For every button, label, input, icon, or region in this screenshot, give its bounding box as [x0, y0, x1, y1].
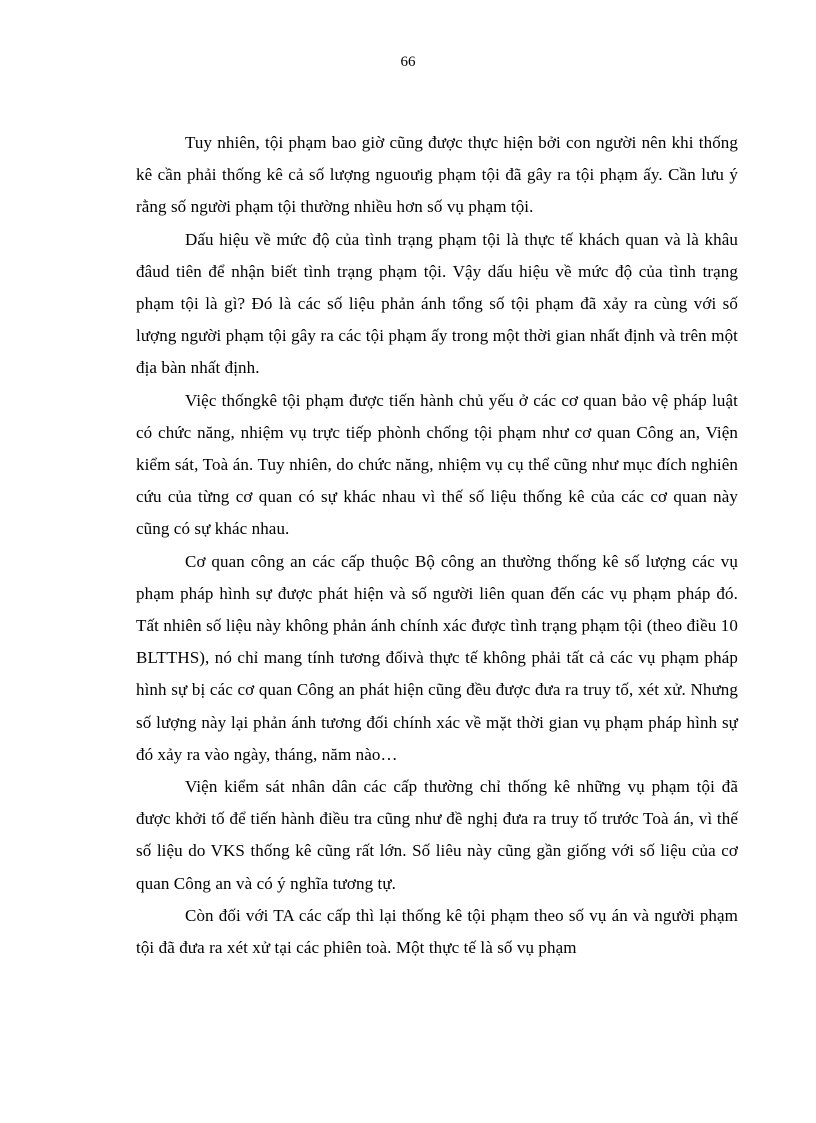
paragraph: Tuy nhiên, tội phạm bao giờ cũng được thực hiện bởi con người nên khi thống kê cần phải thống kê cả số lượng nguoưig phạm tội đã gây ra tội phạm ấy. Cần lưu ý rằng số người phạm tội thường nhiều hơn số vụ phạm tội. [136, 133, 738, 217]
page-number: 66 [400, 54, 416, 70]
paragraph: Dấu hiệu về mức độ của tình trạng phạm tội là thực tế khách quan và là khâu đâud tiên để nhận biết tình trạng phạm tội. Vậy dấu hiệu về mức độ của tình trạng phạm tội là gì? Đó là các số liệu phản ánh tổng số tội phạm đã xảy ra cùng với số lượng người phạm tội gây ra các tội phạm ấy trong một thời gian nhất định và trên một địa bàn nhất định. [136, 229, 738, 378]
paragraph: Cơ quan công an các cấp thuộc Bộ công an thường thống kê số lượng các vụ phạm pháp hình sự được phát hiện và số người liên quan đến các vụ phạm pháp đó. Tất nhiên số liệu này không phản ánh chính xác được tình trạng phạm tội (theo điều 10 BLTTHS), nó chỉ mang tính tương đốivà thực tế không phải tất cả các vụ phạm pháp hình sự bị các cơ quan Công an phát hiện cũng đều được đưa ra truy tố, xét xử. Nhưng số lượng này lại phản ánh tương đối chính xác về mặt thời gian vụ phạm pháp hình sự đó xảy ra vào ngày, tháng, năm nào… [136, 551, 738, 764]
paragraph: Còn đối với TA các cấp thì lại thống kê tội phạm theo số vụ án và người phạm tội đã đưa ra xét xử tại các phiên toà. Một thực tế là số vụ phạm [136, 905, 738, 958]
paragraph: Viện kiểm sát nhân dân các cấp thường chỉ thống kê những vụ phạm tội đã được khởi tố để tiến hành điều tra cũng như đề nghị đưa ra truy tố trước Toà án, vì thế số liệu do VKS thống kê cũng rất lớn. Số liêu này cũng gần giống với số liệu của cơ quan Công an và có ý nghĩa tương tự. [136, 777, 738, 893]
body-text [136, 127, 738, 964]
paragraph: Việc thốngkê tội phạm được tiến hành chủ yếu ở các cơ quan bảo vệ pháp luật có chức năng, nhiệm vụ trực tiếp phònh chống tội phạm như cơ quan Công an, Viện kiểm sát, Toà án. Tuy nhiên, do chức năng, nhiệm vụ cụ thể cũng như mục đích nghiên cứu của từng cơ quan có sự khác nhau vì thế số liệu thống kê của các cơ quan này cũng có sự khác nhau. [136, 390, 738, 539]
